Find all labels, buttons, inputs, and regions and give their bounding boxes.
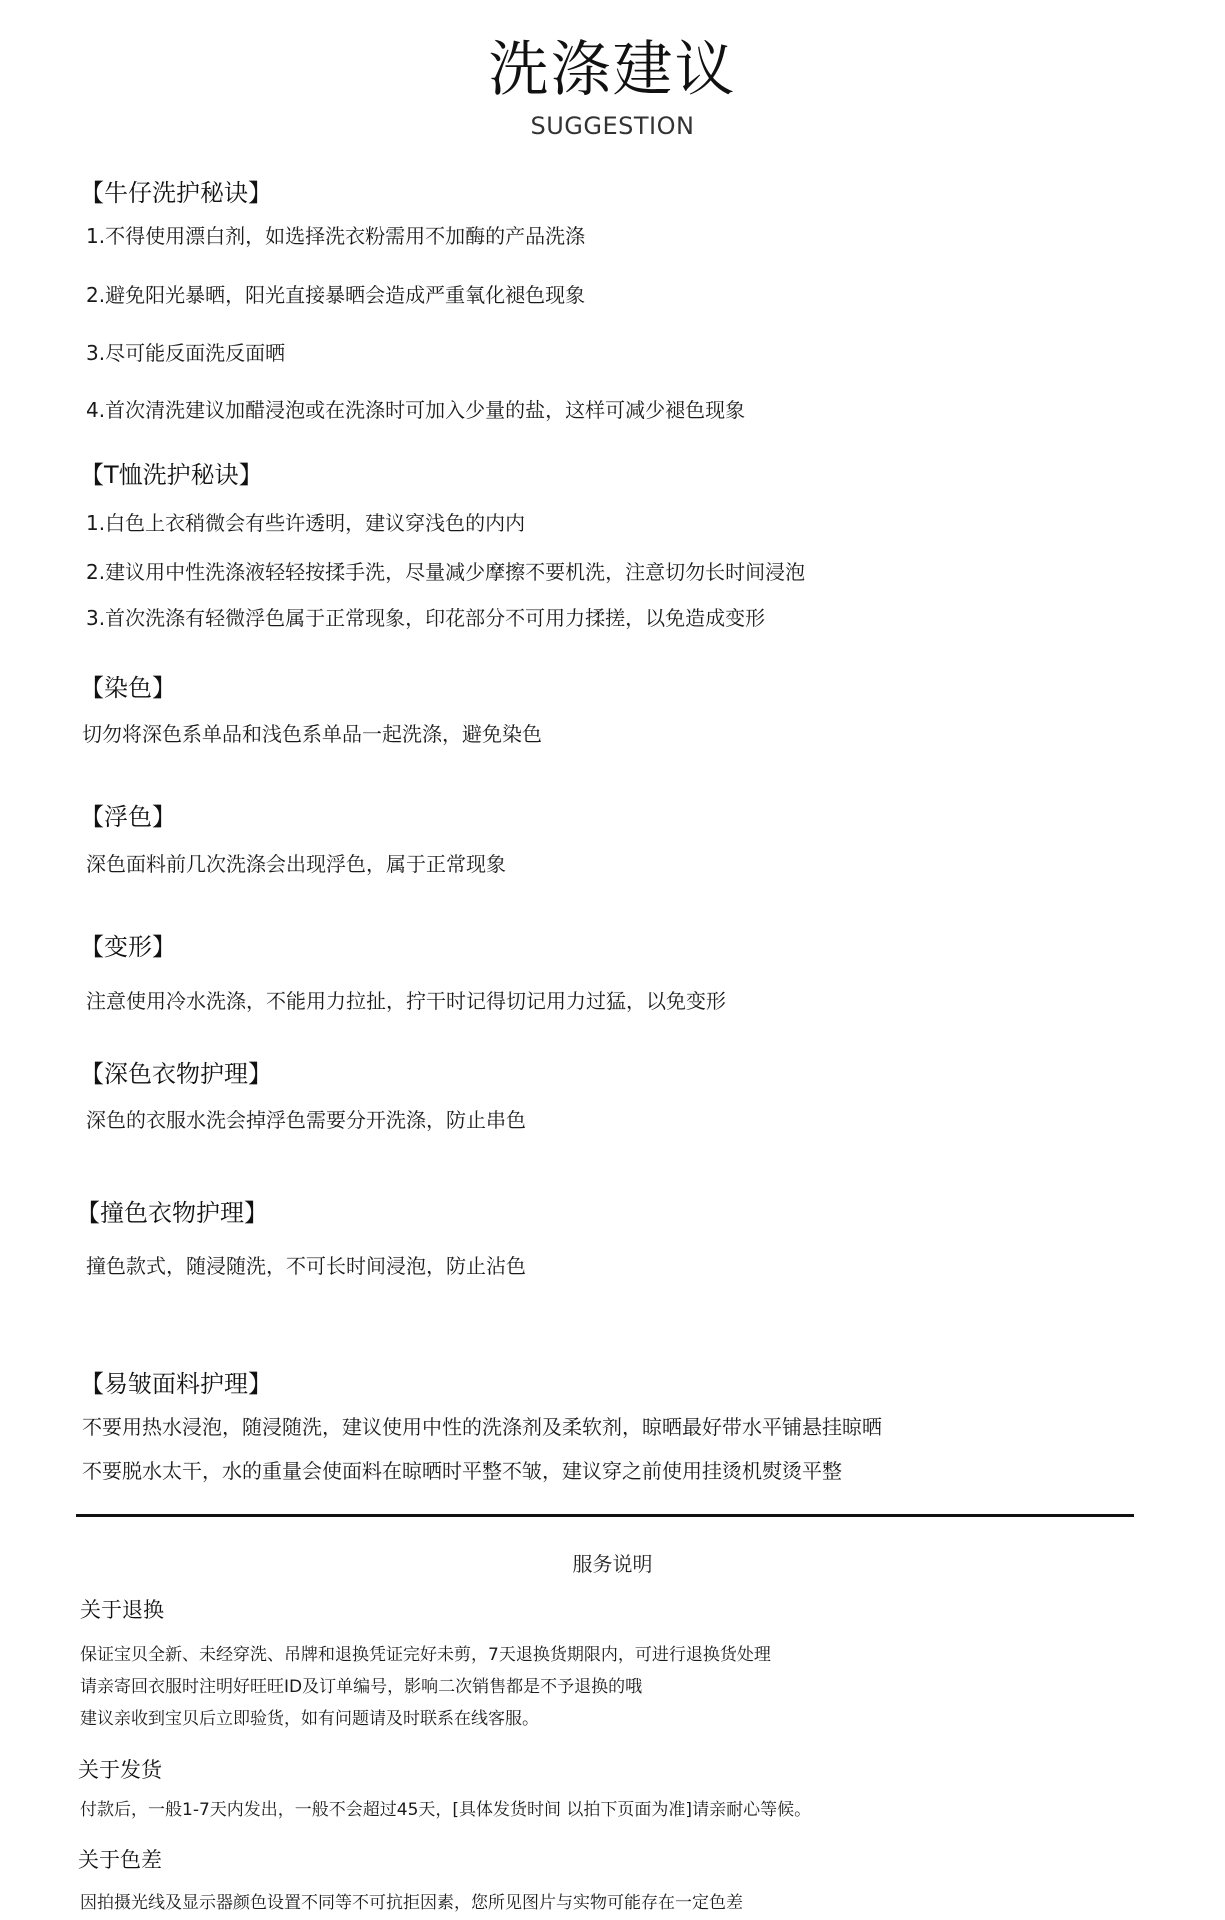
section-heading-tshirt: 【T恤洗护秘诀】 xyxy=(80,461,263,489)
tshirt-tip-3: 3.首次洗涤有轻微浮色属于正常现象，印花部分不可用力揉搓，以免造成变形 xyxy=(86,606,766,630)
denim-tip-2: 2.避免阳光暴晒，阳光直接暴晒会造成严重氧化褪色现象 xyxy=(86,283,586,307)
section-heading-deform: 【变形】 xyxy=(80,933,176,961)
section-heading-denim: 【牛仔洗护秘诀】 xyxy=(80,179,272,207)
section-heading-floating: 【浮色】 xyxy=(80,803,176,831)
denim-tip-4: 4.首次清洗建议加醋浸泡或在洗涤时可加入少量的盐，这样可减少褪色现象 xyxy=(86,398,746,422)
floating-tip: 深色面料前几次洗涤会出现浮色，属于正常现象 xyxy=(86,852,506,876)
deform-tip: 注意使用冷水洗涤，不能用力拉扯，拧干时记得切记用力过猛，以免变形 xyxy=(86,989,726,1013)
section-heading-dyeing: 【染色】 xyxy=(80,674,176,702)
dark-tip: 深色的衣服水洗会掉浮色需要分开洗涤，防止串色 xyxy=(86,1108,526,1132)
section-heading-wrinkle: 【易皱面料护理】 xyxy=(80,1370,272,1398)
wrinkle-tip-2: 不要脱水太干，水的重量会使面料在晾晒时平整不皱，建议穿之前使用挂烫机熨烫平整 xyxy=(82,1459,842,1483)
tshirt-tip-2: 2.建议用中性洗涤液轻轻按揉手洗，尽量减少摩擦不要机洗，注意切勿长时间浸泡 xyxy=(86,560,806,584)
contrast-tip: 撞色款式，随浸随洗，不可长时间浸泡，防止沾色 xyxy=(86,1254,526,1278)
color-line: 因拍摄光线及显示器颜色设置不同等不可抗拒因素，您所见图片与实物可能存在一定色差 xyxy=(80,1893,743,1913)
returns-line-3: 建议亲收到宝贝后立即验货，如有问题请及时联系在线客服。 xyxy=(80,1709,539,1729)
shipping-line: 付款后，一般1-7天内发出，一般不会超过45天，[具体发货时间 以拍下页面为准]请亲耐心等候。 xyxy=(80,1800,812,1820)
dyeing-tip: 切勿将深色系单品和浅色系单品一起洗涤，避免染色 xyxy=(82,722,542,746)
service-heading-color: 关于色差 xyxy=(78,1848,162,1872)
service-title: 服务说明 xyxy=(572,1552,653,1576)
denim-tip-1: 1.不得使用漂白剂，如选择洗衣粉需用不加酶的产品洗涤 xyxy=(86,224,586,248)
service-heading-shipping: 关于发货 xyxy=(78,1758,162,1782)
page-subtitle: SUGGESTION xyxy=(530,112,695,140)
section-divider xyxy=(76,1514,1134,1517)
service-heading-returns: 关于退换 xyxy=(80,1598,164,1622)
section-heading-contrast: 【撞色衣物护理】 xyxy=(76,1199,268,1227)
page-title: 洗涤建议 xyxy=(488,35,737,105)
returns-line-2: 请亲寄回衣服时注明好旺旺ID及订单编号，影响二次销售都是不予退换的哦 xyxy=(80,1677,643,1697)
returns-line-1: 保证宝贝全新、未经穿洗、吊牌和退换凭证完好未剪，7天退换货期限内，可进行退换货处理 xyxy=(80,1645,771,1665)
wrinkle-tip-1: 不要用热水浸泡，随浸随洗，建议使用中性的洗涤剂及柔软剂，晾晒最好带水平铺悬挂晾晒 xyxy=(82,1415,882,1439)
denim-tip-3: 3.尽可能反面洗反面晒 xyxy=(86,341,286,365)
section-heading-dark: 【深色衣物护理】 xyxy=(80,1060,272,1088)
tshirt-tip-1: 1.白色上衣稍微会有些许透明，建议穿浅色的内内 xyxy=(86,511,526,535)
